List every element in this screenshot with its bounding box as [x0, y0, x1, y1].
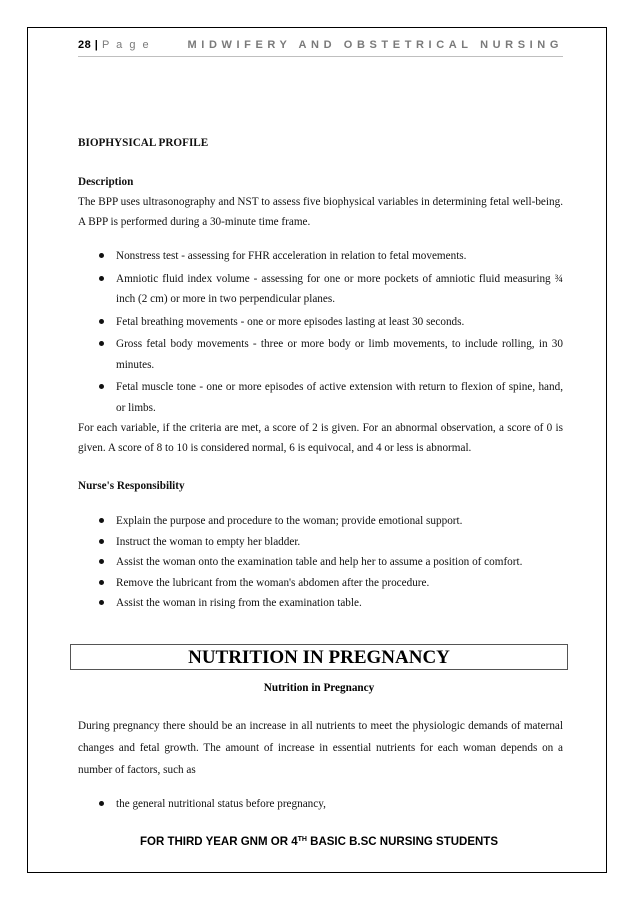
- bullet-icon: [99, 384, 104, 389]
- bullet-icon: [99, 801, 104, 806]
- variables-list: [78, 246, 563, 418]
- list-item: Amniotic fluid index volume - assessing for one or more pockets of amniotic fluid measuring ¾ inch (2 cm) or more in two perpendicular planes.: [78, 269, 563, 310]
- scoring-paragraph: For each variable, if the criteria are met, a score of 2 is given. For an abnormal observation, a score of 0 is given. A score of 8 to 10 is considered normal, 6 is equivocal, and 4 or less is abnormal.: [78, 422, 563, 454]
- bullet-icon: [99, 276, 104, 281]
- page-footer: FOR THIRD YEAR GNM OR 4TH BASIC B.SC NURSING STUDENTS: [140, 836, 498, 848]
- bullet-icon: [99, 559, 104, 564]
- chapter-banner: NUTRITION IN PREGNANCY: [70, 644, 568, 670]
- description-paragraph: The BPP uses ultrasonography and NST to assess five biophysical variables in determining fetal well-being. A BPP is performed during a 30-minute time frame.: [78, 196, 563, 228]
- responsibilities-list: [78, 511, 563, 614]
- bullet-icon: [99, 539, 104, 544]
- list-item: the general nutritional status before pregnancy,: [78, 794, 563, 814]
- list-item: Instruct the woman to empty her bladder.: [78, 532, 563, 553]
- bullet-icon: [99, 341, 104, 346]
- list-item: Fetal muscle tone - one or more episodes of active extension with return to flexion of spine, hand, or limbs.: [78, 377, 563, 418]
- page-header: [78, 39, 563, 57]
- list-item: Nonstress test - assessing for FHR acceleration in relation to fetal movements.: [78, 246, 563, 267]
- nutrition-intro-paragraph: During pregnancy there should be an increase in all nutrients to meet the physiologic demands of maternal changes and fetal growth. The amount of increase in essential nutrients for each woman depends on a number of factors, such as: [78, 720, 563, 776]
- bullet-icon: [99, 319, 104, 324]
- list-item: Assist the woman in rising from the examination table.: [78, 593, 563, 614]
- list-item: Fetal breathing movements - one or more episodes lasting at least 30 seconds.: [78, 312, 563, 333]
- list-item: Remove the lubricant from the woman's abdomen after the procedure.: [78, 573, 563, 594]
- list-item: Gross fetal body movements - three or more body or limb movements, to include rolling, in 30 minutes.: [78, 334, 563, 375]
- section-heading: BIOPHYSICAL PROFILE: [78, 137, 209, 149]
- nurse-responsibility-heading: Nurse's Responsibility: [78, 480, 185, 492]
- bullet-icon: [99, 518, 104, 523]
- running-title: MIDWIFERY AND OBSTETRICAL NURSING: [187, 39, 563, 51]
- bullet-icon: [99, 600, 104, 605]
- bullet-icon: [99, 580, 104, 585]
- chapter-subheading: Nutrition in Pregnancy: [263, 682, 375, 694]
- bullet-icon: [99, 253, 104, 258]
- factors-list: [78, 794, 563, 814]
- list-item: Explain the purpose and procedure to the woman; provide emotional support.: [78, 511, 563, 532]
- page-number: 28 | P a g e: [78, 39, 151, 51]
- header-divider: [78, 56, 563, 57]
- description-heading: Description: [78, 176, 134, 188]
- list-item: Assist the woman onto the examination table and help her to assume a position of comfort.: [78, 552, 563, 573]
